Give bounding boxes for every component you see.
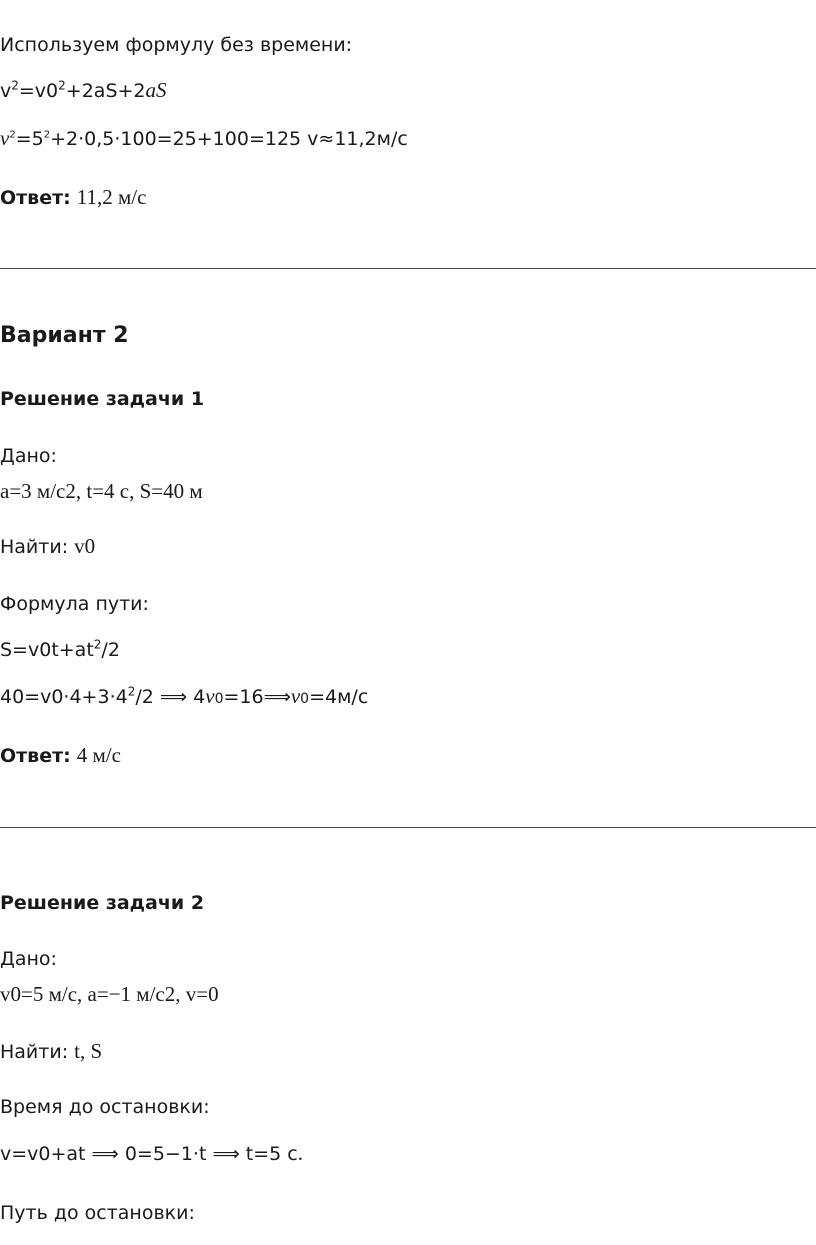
task2-find-value: t, S xyxy=(74,1039,103,1063)
formula-v: v xyxy=(0,80,12,102)
task1-heading: Решение задачи 1 xyxy=(0,388,205,410)
task1-calc-c: =16⟹ xyxy=(223,686,291,708)
task1-calc-a: 40=v0·4+3·4 xyxy=(0,686,128,708)
task2-find-line xyxy=(0,1039,102,1064)
task1-answer-value: 4 м/с xyxy=(76,743,121,767)
task1-calc-sub0b: 0 xyxy=(300,691,310,707)
task1-find-line xyxy=(0,534,95,559)
task1-answer-label: Ответ: xyxy=(0,745,71,767)
task2-given-values: v0=5 м/с, a=−1 м/с2, v=0 xyxy=(0,982,219,1006)
formula-eq-v0: =v0 xyxy=(18,80,59,102)
task1-given-values: a=3 м/с2, t=4 с, S=40 м xyxy=(0,479,203,503)
task1-formula-label: Формула пути: xyxy=(0,593,149,615)
task1-calc-v2-italic: v xyxy=(290,684,301,708)
formula-v-squared xyxy=(0,78,167,103)
formula-sup: 2 xyxy=(58,78,66,93)
answer-value: 11,2 м/с xyxy=(76,185,147,209)
task1-calc-sub0: 0 xyxy=(214,691,224,707)
task1-formula-a: S=v0t+at xyxy=(0,639,94,661)
task2-time-calc: v=v0+at ⟹ 0=5−1·t ⟹ t=5 с xyxy=(0,1143,298,1165)
task1-find-value: v0 xyxy=(74,534,96,558)
task2-time-calc-line xyxy=(0,1141,303,1166)
divider xyxy=(0,268,816,269)
task1-formula-b: /2 xyxy=(101,639,120,661)
task2-time-label: Время до остановки: xyxy=(0,1096,210,1118)
task1-formula xyxy=(0,638,120,662)
answer-label: Ответ: xyxy=(0,187,71,209)
task2-time-dot: . xyxy=(297,1141,303,1165)
calc-sup: 2 xyxy=(43,129,51,141)
formula-as-italic: aS xyxy=(145,78,167,102)
task1-calc-d: =4м/с xyxy=(309,686,369,708)
variant-title: Вариант 2 xyxy=(0,323,129,348)
task1-calc xyxy=(0,684,368,711)
task2-path-label: Путь до остановки: xyxy=(0,1202,195,1224)
calc-eq-5: =5 xyxy=(15,128,44,150)
calc-v-italic: v xyxy=(0,126,10,150)
task1-answer-line xyxy=(0,743,121,768)
divider xyxy=(0,827,816,828)
task1-calc-v-italic: v xyxy=(205,684,215,708)
task1-formula-sup: 2 xyxy=(93,637,102,652)
task1-find-label: Найти: xyxy=(0,536,69,558)
task1-given-label: Дано: xyxy=(0,445,57,467)
formula-plus-2as: +2aS+2 xyxy=(65,80,146,102)
calc-sup: 2 xyxy=(9,129,16,141)
calc-rest: +2·0,5·100=25+100=125 v≈11,2м/с xyxy=(50,128,408,150)
task2-given-label: Дано: xyxy=(0,948,57,970)
answer-line xyxy=(0,185,146,210)
task2-find-label: Найти: xyxy=(0,1041,69,1063)
calc-line xyxy=(0,126,408,151)
intro-text: Используем формулу без времени: xyxy=(0,34,353,56)
task2-heading: Решение задачи 2 xyxy=(0,892,205,914)
formula-sup: 2 xyxy=(11,78,19,93)
task1-calc-sup: 2 xyxy=(127,684,136,699)
task1-calc-b: /2 ⟹ 4 xyxy=(135,686,206,708)
